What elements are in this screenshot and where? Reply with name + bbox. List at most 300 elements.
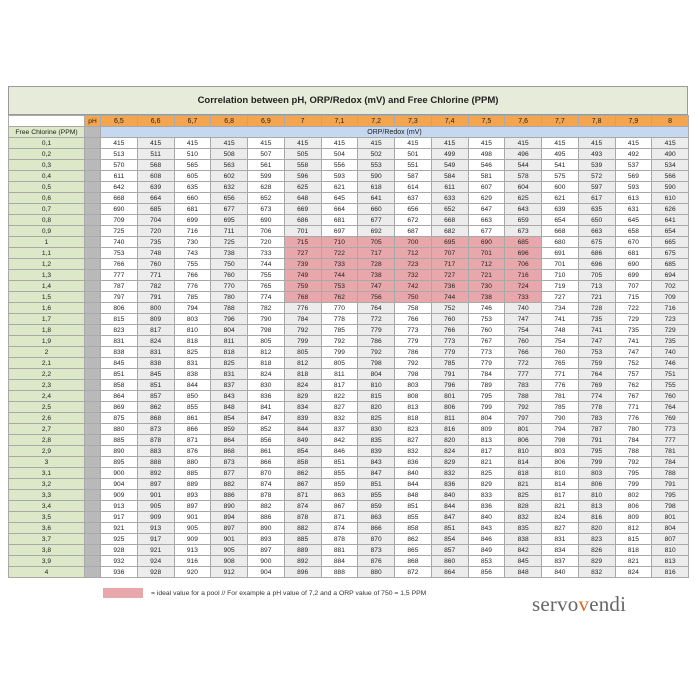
orp-cell: 790 [542,413,579,424]
orp-cell: 792 [358,347,395,358]
orp-cell: 784 [652,457,689,468]
orp-cell: 415 [248,138,285,149]
orp-cell: 848 [505,567,542,578]
orp-cell: 913 [137,523,174,534]
orp-cell: 813 [652,556,689,567]
orp-cell: 784 [615,435,652,446]
orp-cell: 818 [211,347,248,358]
orp-cell: 563 [211,160,248,171]
orp-cell: 415 [542,138,579,149]
free-chlorine-value: 2,5 [9,402,85,413]
orp-cell: 681 [321,215,358,226]
ph-value: 6,9 [248,116,285,127]
free-chlorine-value: 3 [9,457,85,468]
orp-cell: 928 [101,545,138,556]
orp-cell: 750 [211,259,248,270]
ph-header-row [9,116,689,127]
orp-cell: 878 [137,435,174,446]
orp-cell: 824 [431,446,468,457]
orp-cell: 735 [578,314,615,325]
orp-cell: 415 [615,138,652,149]
orp-cell: 885 [284,534,321,545]
orp-cell: 549 [431,160,468,171]
orp-cell: 611 [101,171,138,182]
orp-cell: 600 [542,182,579,193]
orp-cell: 764 [578,369,615,380]
orp-cell: 816 [431,424,468,435]
orp-cell: 839 [284,413,321,424]
orp-cell: 722 [321,248,358,259]
orp-cell: 641 [652,215,689,226]
orp-cell: 936 [101,567,138,578]
orp-cell: 502 [358,149,395,160]
orp-cell: 872 [395,567,432,578]
orp-cell: 762 [615,380,652,391]
table-row [9,435,689,446]
orp-cell: 847 [248,413,285,424]
orp-cell: 727 [284,248,321,259]
orp-cell: 639 [137,182,174,193]
free-chlorine-value: 1,1 [9,248,85,259]
free-chlorine-value: 0,2 [9,149,85,160]
orp-cell: 798 [542,435,579,446]
gap-cell [85,270,101,281]
orp-cell: 886 [248,512,285,523]
orp-cell: 851 [137,380,174,391]
orp-cell: 870 [358,534,395,545]
orp-cell: 771 [542,369,579,380]
orp-cell: 760 [652,391,689,402]
orp-cell: 742 [395,281,432,292]
orp-cell: 804 [468,413,505,424]
orp-cell: 490 [652,149,689,160]
orp-cell: 677 [211,204,248,215]
orp-cell: 786 [395,347,432,358]
logo-suffix: endi [589,592,627,616]
free-chlorine-value: 3,1 [9,468,85,479]
orp-cell: 635 [578,204,615,215]
orp-cell: 880 [358,567,395,578]
free-chlorine-value: 3,2 [9,479,85,490]
orp-cell: 786 [358,336,395,347]
orp-cell: 675 [652,248,689,259]
orp-cell: 810 [174,325,211,336]
orp-cell: 658 [615,226,652,237]
orp-cell: 837 [321,424,358,435]
orp-cell: 818 [615,545,652,556]
orp-cell: 766 [174,270,211,281]
table-row [9,204,689,215]
orp-cell: 744 [321,270,358,281]
table-row [9,490,689,501]
orp-cell: 669 [284,204,321,215]
orp-cell: 415 [652,138,689,149]
table-row [9,380,689,391]
orp-cell: 773 [395,325,432,336]
orp-cell: 843 [211,391,248,402]
orp-cell: 871 [321,512,358,523]
orp-cell: 690 [615,259,652,270]
orp-cell: 539 [578,160,615,171]
orp-cell: 869 [101,402,138,413]
orp-cell: 590 [652,182,689,193]
orp-cell: 783 [578,413,615,424]
orp-cell: 498 [468,149,505,160]
orp-cell: 850 [174,391,211,402]
orp-cell: 631 [615,204,652,215]
table-row [9,424,689,435]
ph-value: 7,2 [358,116,395,127]
gap-cell [85,402,101,413]
orp-cell: 897 [137,479,174,490]
orp-cell: 546 [468,160,505,171]
orp-cell: 847 [431,512,468,523]
orp-cell: 895 [101,457,138,468]
orp-cell: 782 [137,281,174,292]
orp-cell: 792 [284,325,321,336]
gap-cell [85,391,101,402]
orp-cell: 768 [284,292,321,303]
orp-cell: 838 [137,358,174,369]
orp-cell: 780 [211,292,248,303]
ph-value: 7,5 [468,116,505,127]
orp-cell: 767 [468,336,505,347]
table-row [9,160,689,171]
orp-cell: 795 [615,468,652,479]
free-chlorine-value: 3,8 [9,545,85,556]
orp-cell: 840 [431,490,468,501]
orp-cell: 794 [174,303,211,314]
orp-cell: 809 [468,424,505,435]
orp-cell: 824 [248,369,285,380]
gap-cell [85,567,101,578]
gap-cell [85,468,101,479]
orp-cell: 568 [137,160,174,171]
orp-cell: 886 [211,490,248,501]
orp-cell: 791 [578,435,615,446]
orp-cell: 803 [578,468,615,479]
orp-cell: 746 [652,358,689,369]
orp-cell: 725 [211,237,248,248]
orp-cell: 866 [174,424,211,435]
orp-cell: 860 [431,556,468,567]
orp-cell: 740 [505,303,542,314]
orp-cell: 741 [578,325,615,336]
orp-cell: 875 [101,413,138,424]
orp-cell: 686 [578,248,615,259]
orp-cell: 825 [505,490,542,501]
orp-cell: 740 [652,347,689,358]
orp-cell: 865 [395,545,432,556]
orp-cell: 660 [358,204,395,215]
orp-cell: 861 [248,446,285,457]
orp-cell: 866 [248,457,285,468]
orp-cell: 727 [542,292,579,303]
orp-cell: 833 [468,490,505,501]
gap-cell [85,501,101,512]
orp-cell: 723 [652,314,689,325]
orp-cell: 839 [358,446,395,457]
orp-cell: 805 [321,358,358,369]
orp-cell: 868 [211,446,248,457]
orp-cell: 809 [615,512,652,523]
orp-cell: 699 [174,215,211,226]
orp-cell: 792 [395,358,432,369]
gap-cell [85,545,101,556]
table-row [9,248,689,259]
orp-cell: 873 [211,457,248,468]
orp-cell: 856 [468,567,505,578]
orp-cell: 685 [137,204,174,215]
orp-cell: 602 [211,171,248,182]
orp-cell: 575 [542,171,579,182]
orp-cell: 755 [248,270,285,281]
orp-cell: 499 [431,149,468,160]
orp-cell: 882 [248,501,285,512]
gap-cell [85,512,101,523]
orp-cell: 639 [542,204,579,215]
gap-cell [85,523,101,534]
gap-cell [85,490,101,501]
orp-cell: 744 [431,292,468,303]
orp-cell: 776 [615,413,652,424]
orp-cell: 675 [578,237,615,248]
orp-cell: 901 [211,534,248,545]
orp-cell: 746 [468,303,505,314]
orp-cell: 814 [542,479,579,490]
orp-cell: 788 [652,468,689,479]
table-row [9,358,689,369]
orp-cell: 605 [174,171,211,182]
orp-cell: 670 [615,237,652,248]
orp-cell: 730 [468,281,505,292]
orp-cell: 779 [358,325,395,336]
orp-cell: 753 [578,347,615,358]
orp-cell: 415 [431,138,468,149]
orp-cell: 909 [174,534,211,545]
orp-cell: 654 [652,226,689,237]
orp-cell: 861 [174,413,211,424]
ph-value: 7,4 [431,116,468,127]
orp-cell: 798 [248,325,285,336]
gap-cell [85,138,101,149]
orp-cell: 854 [431,534,468,545]
orp-cell: 760 [137,259,174,270]
orp-cell: 893 [174,490,211,501]
orp-cell: 858 [395,523,432,534]
orp-cell: 785 [174,292,211,303]
orp-cell: 659 [505,215,542,226]
orp-cell: 681 [174,204,211,215]
free-chlorine-value: 0,8 [9,215,85,226]
orp-cell: 924 [137,556,174,567]
gap-cell [85,380,101,391]
orp-cell: 709 [101,215,138,226]
orp-cell: 707 [431,248,468,259]
orp-cell: 728 [578,303,615,314]
orp-cell: 738 [468,292,505,303]
orp-cell: 831 [174,358,211,369]
orp-cell: 637 [395,193,432,204]
orp-cell: 804 [358,369,395,380]
orp-cell: 633 [431,193,468,204]
orp-cell: 897 [248,545,285,556]
gap-cell [85,281,101,292]
orp-cell: 817 [137,325,174,336]
orp-cell: 415 [211,138,248,149]
gap-cell [85,303,101,314]
orp-cell: 810 [652,545,689,556]
orp-cell: 771 [615,402,652,413]
orp-cell: 830 [358,424,395,435]
gap-cell [85,325,101,336]
orp-cell: 894 [211,512,248,523]
orp-cell: 864 [431,567,468,578]
orp-cell: 855 [174,402,211,413]
orp-cell: 740 [101,237,138,248]
free-chlorine-value: 2,4 [9,391,85,402]
orp-cell: 882 [284,523,321,534]
orp-cell: 824 [542,512,579,523]
free-chlorine-value: 0,1 [9,138,85,149]
orp-cell: 870 [248,468,285,479]
orp-cell: 707 [615,281,652,292]
orp-cell: 831 [101,336,138,347]
orp-cell: 803 [542,446,579,457]
orp-cell: 925 [101,534,138,545]
orp-cell: 759 [578,358,615,369]
orp-cell: 817 [468,446,505,457]
orp-cell: 806 [431,402,468,413]
orp-cell: 626 [652,204,689,215]
orp-cell: 829 [431,457,468,468]
orp-cell: 820 [431,435,468,446]
orp-cell: 900 [248,556,285,567]
orp-cell: 845 [137,369,174,380]
orp-cell: 779 [468,358,505,369]
orp-cell: 613 [615,193,652,204]
orp-cell: 760 [211,270,248,281]
orp-cell: 857 [137,391,174,402]
orp-cell: 773 [652,424,689,435]
orp-cell: 757 [615,369,652,380]
free-chlorine-value: 0,7 [9,204,85,215]
free-chlorine-value: 1,7 [9,314,85,325]
orp-cell: 842 [321,435,358,446]
orp-cell: 871 [284,490,321,501]
orp-cell: 760 [431,314,468,325]
table-row [9,523,689,534]
orp-cell: 544 [505,160,542,171]
orp-cell: 932 [101,556,138,567]
orp-cell: 873 [137,424,174,435]
orp-cell: 685 [652,259,689,270]
orp-cell: 715 [284,237,321,248]
orp-cell: 801 [652,512,689,523]
orp-cell: 825 [468,468,505,479]
ph-value: 7,3 [395,116,432,127]
orp-cell: 760 [542,347,579,358]
gap-cell [85,259,101,270]
orp-cell: 818 [248,358,285,369]
orp-cell: 832 [321,413,358,424]
orp-cell: 816 [578,512,615,523]
orp-cell: 587 [395,171,432,182]
table-row [9,226,689,237]
orp-cell: 701 [468,248,505,259]
orp-cell: 760 [468,325,505,336]
orp-cell: 820 [358,402,395,413]
orp-cell: 800 [137,303,174,314]
orp-cell: 867 [284,479,321,490]
orp-cell: 680 [542,237,579,248]
orp-cell: 798 [395,369,432,380]
orp-cell: 799 [578,457,615,468]
table-row [9,171,689,182]
orp-cell: 621 [321,182,358,193]
orp-cell: 851 [431,523,468,534]
orp-cell: 885 [101,435,138,446]
orp-cell: 890 [101,446,138,457]
table-row [9,237,689,248]
orp-cell: 702 [652,281,689,292]
orp-cell: 832 [431,468,468,479]
orp-cell: 853 [468,556,505,567]
orp-cell: 415 [137,138,174,149]
orp-cell: 880 [101,424,138,435]
correlation-table [8,115,689,578]
orp-cell: 511 [137,149,174,160]
orp-cell: 815 [358,391,395,402]
orp-cell: 720 [248,237,285,248]
free-chlorine-value: 1,2 [9,259,85,270]
orp-cell: 668 [431,215,468,226]
orp-cell: 777 [652,435,689,446]
orp-cell: 849 [284,435,321,446]
orp-cell: 668 [542,226,579,237]
orp-cell: 806 [542,457,579,468]
orp-cell: 811 [211,336,248,347]
orp-cell: 788 [505,391,542,402]
ph-value: 6,7 [174,116,211,127]
orp-cell: 682 [431,226,468,237]
orp-cell: 770 [211,281,248,292]
table-row [9,325,689,336]
orp-cell: 820 [578,523,615,534]
orp-cell: 645 [615,215,652,226]
orp-cell: 810 [358,380,395,391]
orp-cell: 561 [248,160,285,171]
orp-cell: 840 [468,512,505,523]
orp-cell: 614 [395,182,432,193]
orp-cell: 829 [284,391,321,402]
orp-cell: 905 [174,523,211,534]
orp-cell: 827 [321,402,358,413]
orp-cell: 854 [284,446,321,457]
orp-cell: 818 [174,336,211,347]
orp-cell: 690 [468,237,505,248]
orp-cell: 868 [395,556,432,567]
orp-cell: 792 [505,402,542,413]
orp-cell: 834 [542,545,579,556]
gap-cell [85,413,101,424]
orp-cell: 889 [284,545,321,556]
orp-cell: 812 [284,358,321,369]
orp-cell: 817 [321,380,358,391]
orp-cell: 752 [431,303,468,314]
orp-cell: 798 [358,358,395,369]
orp-cell: 821 [468,457,505,468]
